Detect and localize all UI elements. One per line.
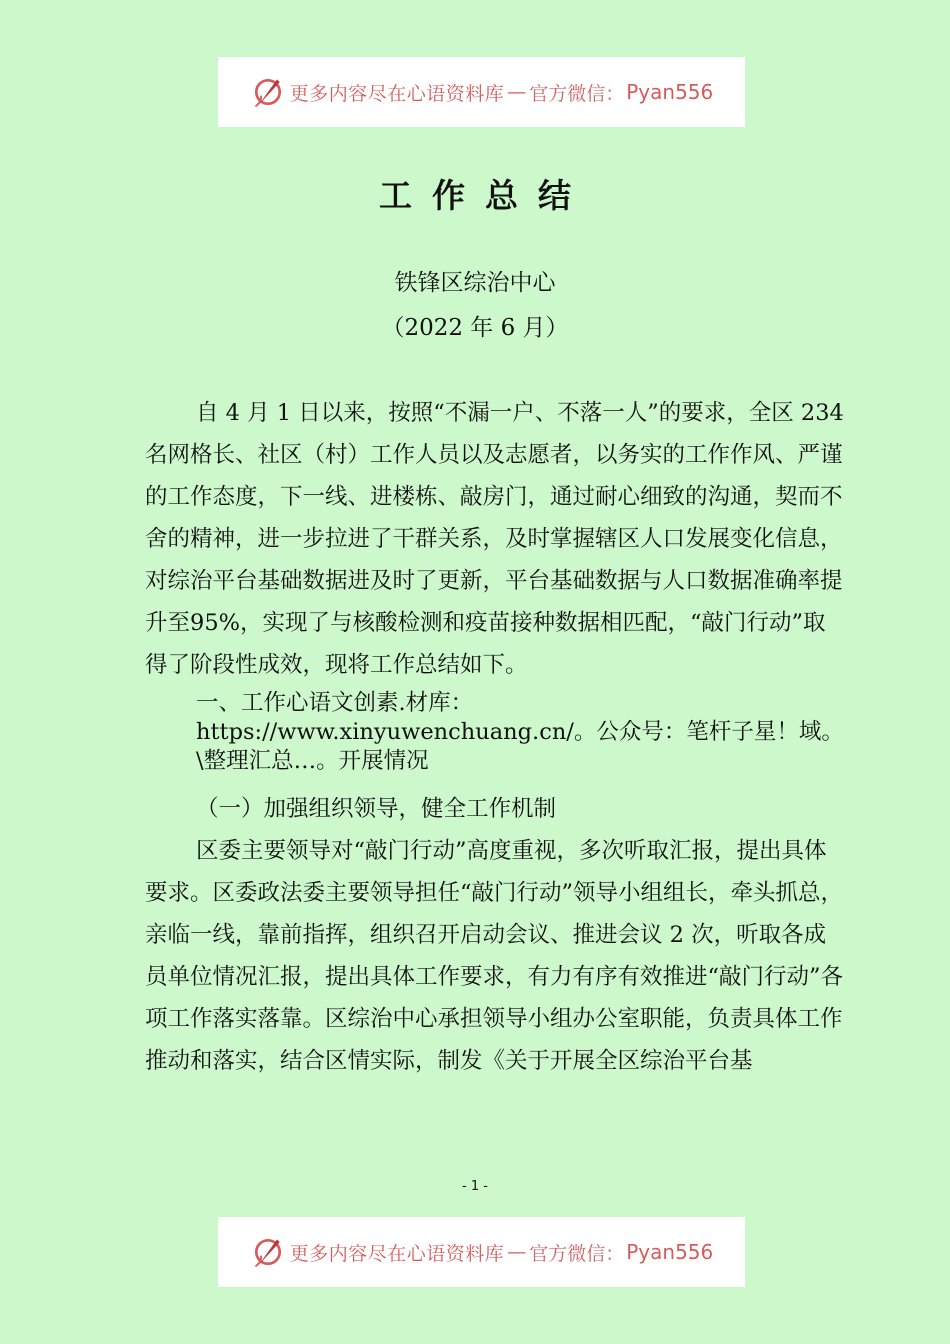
top-banner bbox=[218, 57, 745, 127]
section-heading: 一、工作心语文创素.材库：https://www.xinyuwenchuang.cn/。公众号：笔杆子星！域。\整理汇总…。开展情况 bbox=[196, 690, 844, 774]
quill-logo-icon bbox=[250, 74, 286, 110]
banner-wechat-id: Pyan556 bbox=[626, 80, 714, 104]
document-date: （2022 年 6 月） bbox=[381, 315, 569, 341]
subsection-heading: （一）加强组织领导，健全工作机制 bbox=[196, 796, 557, 822]
banner-wechat-id: Pyan556 bbox=[626, 1240, 714, 1264]
paragraph-organization: 区委主要领导对“敲门行动”高度重视，多次听取汇报，提出具体要求。区委政法委主要领导担任“敲门行动”领导小组组长，牵头抓总，亲临一线，靠前指挥，组织召开启动会议、推进会议 2 次，听取各成员单位情况汇报，提出具体工作要求，有力有序有效推进“敲门行动”各项工作落实落靠。区综治中心承担领导小组办公室职能，负责具体工作推动和落实，结合区情实际，制发《关于开展全区综治平台基 bbox=[145, 838, 844, 1074]
document-author: 铁锋区综治中心 bbox=[394, 270, 556, 296]
banner-label: 官方微信： bbox=[529, 82, 625, 105]
document-title: 工作总结 bbox=[379, 176, 591, 215]
quill-logo-icon bbox=[250, 1234, 286, 1270]
banner-text: 更多内容尽在心语资料库 bbox=[289, 1242, 505, 1265]
banner-separator: — bbox=[507, 81, 527, 103]
paragraph-intro: 自 4 月 1 日以来，按照“不漏一户、不落一人”的要求，全区 234 名网格长、社区（村）工作人员以及志愿者，以务实的工作作风、严谨的工作态度，下一线、进楼栋、敲房门，通过耐心细致的沟通，契而不舍的精神，进一步拉进了干群关系，及时掌握辖区人口发展变化信息，对综治平台基础数据进及时了更新，平台基础数据与人口数据准确率提升至95%，实现了与核酸检测和疫苗接种数据相匹配，“敲门行动”取得了阶段性成效，现将工作总结如下。 bbox=[145, 400, 844, 678]
document-body bbox=[145, 392, 845, 1082]
banner-text: 更多内容尽在心语资料库 bbox=[289, 82, 505, 105]
banner-separator: — bbox=[507, 1241, 527, 1263]
bottom-banner bbox=[218, 1217, 745, 1287]
banner-label: 官方微信： bbox=[529, 1242, 625, 1265]
page-number: - 1 - bbox=[462, 1179, 488, 1194]
